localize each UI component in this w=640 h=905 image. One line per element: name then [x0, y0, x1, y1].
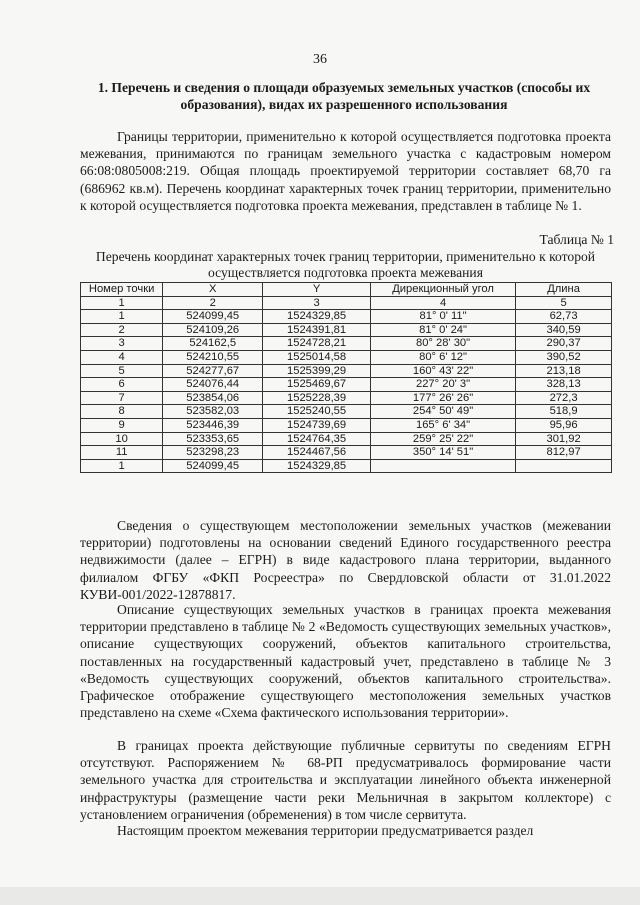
cell-x: 524099,45 — [163, 310, 263, 324]
cell-angle: 350° 14' 51" — [370, 446, 515, 460]
column-number: 1 — [81, 296, 163, 310]
cell-y: 1524329,85 — [263, 310, 371, 324]
cell-x: 524210,55 — [163, 350, 263, 364]
cell-length: 340,59 — [516, 323, 612, 337]
cell-x: 523446,39 — [163, 418, 263, 432]
cell-angle: 80° 6' 12" — [370, 350, 515, 364]
header-direction-angle: Дирекционный угол — [370, 283, 515, 297]
table-row — [81, 418, 612, 432]
paragraph-existing-location — [80, 517, 611, 603]
table-row — [81, 459, 612, 473]
paragraph-text: В границах проекта действующие публичные сервитуты по сведениям ЕГРН отсутствуют. Распоряжением № 68-РП предусматривалось формирование части земельного участка для строительства и эксплуатации линейного объекта инженерной инфраструктуры (размещение части реки Мельничная в закрытом коллекторе) с установлением ограничения (обременения) в том числе сервитута. — [80, 738, 611, 822]
intro-paragraph — [80, 128, 611, 214]
paragraph-servitudes — [80, 737, 611, 823]
cell-x: 524076,44 — [163, 378, 263, 392]
column-number: 5 — [516, 296, 612, 310]
cell-x: 523582,03 — [163, 405, 263, 419]
cell-x: 523854,06 — [163, 391, 263, 405]
cell-length: 812,97 — [516, 446, 612, 460]
cell-point: 8 — [81, 405, 163, 419]
table-row — [81, 323, 612, 337]
cell-length: 213,18 — [516, 364, 612, 378]
cell-y: 1525240,55 — [263, 405, 371, 419]
column-number: 3 — [263, 296, 371, 310]
cell-y: 1524391,81 — [263, 323, 371, 337]
cell-point: 3 — [81, 337, 163, 351]
cell-x: 523298,23 — [163, 446, 263, 460]
cell-point: 10 — [81, 432, 163, 446]
scan-bottom-shadow — [0, 887, 640, 905]
cell-angle: 165° 6' 34" — [370, 418, 515, 432]
table-row — [81, 378, 612, 392]
cell-y: 1525228,39 — [263, 391, 371, 405]
paragraph-text: Настоящим проектом межевания территории предусматривается раздел — [117, 823, 534, 838]
cell-y: 1524739,69 — [263, 418, 371, 432]
cell-angle: 81° 0' 11" — [370, 310, 515, 324]
cell-x: 524109,26 — [163, 323, 263, 337]
header-length: Длина — [516, 283, 612, 297]
cell-length: 62,73 — [516, 310, 612, 324]
cell-point: 2 — [81, 323, 163, 337]
cell-angle: 160° 43' 22" — [370, 364, 515, 378]
table-row — [81, 350, 612, 364]
page-number: 36 — [313, 52, 327, 67]
cell-point: 6 — [81, 378, 163, 392]
table-row — [81, 405, 612, 419]
cell-point: 1 — [81, 310, 163, 324]
coordinates-table — [80, 282, 612, 473]
cell-length: 272,3 — [516, 391, 612, 405]
cell-x: 523353,65 — [163, 432, 263, 446]
section-title: 1. Перечень и сведения о площади образуемых земельных участков (способы их образования), видах их разрешенного использования — [97, 80, 591, 112]
cell-length: 95,96 — [516, 418, 612, 432]
table-row — [81, 310, 612, 324]
cell-angle: 80° 28' 30" — [370, 337, 515, 351]
cell-length: 390,52 — [516, 350, 612, 364]
table-body — [81, 310, 612, 473]
paragraph-text: Сведения о существующем местоположении земельных участков (межевании территории) подготовлены на основании сведений Единого государственного реестра недвижимости (далее – ЕГРН) в виде кадастрового плана территории, выданного филиалом ФГБУ «ФКП Росреестра» по Свердловской области от 31.01.2022 КУВИ-001/2022-12878817. — [80, 518, 611, 602]
cell-length: 290,37 — [516, 337, 612, 351]
column-number: 2 — [163, 296, 263, 310]
cell-point: 5 — [81, 364, 163, 378]
cell-x: 524277,67 — [163, 364, 263, 378]
table-row — [81, 432, 612, 446]
cell-point: 7 — [81, 391, 163, 405]
cell-y: 1525014,58 — [263, 350, 371, 364]
cell-length — [516, 459, 612, 473]
table-row — [81, 446, 612, 460]
cell-length: 518,9 — [516, 405, 612, 419]
cell-length: 328,13 — [516, 378, 612, 392]
table-row — [81, 364, 612, 378]
table-numbering-row — [81, 296, 612, 310]
cell-x: 524099,45 — [163, 459, 263, 473]
table-label: Таблица № 1 — [539, 232, 614, 247]
cell-angle: 254° 50' 49" — [370, 405, 515, 419]
cell-y: 1524728,21 — [263, 337, 371, 351]
header-y: Y — [263, 283, 371, 297]
cell-y: 1525469,67 — [263, 378, 371, 392]
intro-text: Границы территории, применительно к которой осуществляется подготовка проекта межевания, принимаются по границам земельного участка с кадастровым номером 66:08:0805008:219. Общая площадь проектируемой территории составляет 68,70 га (686962 кв.м). Перечень координат характерных точек границ территории, применительно к которой осуществляется подготовка проекта межевания, представлен в таблице № 1. — [80, 129, 611, 213]
cell-angle: 81° 0' 24" — [370, 323, 515, 337]
table-row — [81, 337, 612, 351]
cell-point: 11 — [81, 446, 163, 460]
cell-angle: 259° 25' 22" — [370, 432, 515, 446]
paragraph-existing-plots — [80, 601, 611, 721]
cell-y: 1524329,85 — [263, 459, 371, 473]
table-header-row — [81, 283, 612, 297]
cell-angle — [370, 459, 515, 473]
cell-point: 1 — [81, 459, 163, 473]
cell-length: 301,92 — [516, 432, 612, 446]
paragraph-text: Описание существующих земельных участков в границах проекта межевания территории представлено в таблице № 2 «Ведомость существующих земельных участков», описание существующих сооружений, объектов капитального строительства, поставленных на государственный кадастровый учет, представлено в таблице № 3 «Ведомость существующих сооружений, объектов капитального строительства». Графическое отображение существующего местоположения земельных участков представлено на схеме «Схема фактического использования территории». — [80, 602, 611, 721]
cell-x: 524162,5 — [163, 337, 263, 351]
header-x: X — [163, 283, 263, 297]
header-point-number: Номер точки — [81, 283, 163, 297]
table-caption: Перечень координат характерных точек границ территории, применительно к которой осуществляется подготовка проекта межевания — [95, 249, 596, 280]
column-number: 4 — [370, 296, 515, 310]
cell-y: 1524467,56 — [263, 446, 371, 460]
cell-point: 4 — [81, 350, 163, 364]
cell-angle: 177° 26' 26" — [370, 391, 515, 405]
cell-angle: 227° 20' 3" — [370, 378, 515, 392]
cell-y: 1525399,29 — [263, 364, 371, 378]
table-row — [81, 391, 612, 405]
cell-y: 1524764,35 — [263, 432, 371, 446]
paragraph-division — [80, 822, 611, 839]
cell-point: 9 — [81, 418, 163, 432]
